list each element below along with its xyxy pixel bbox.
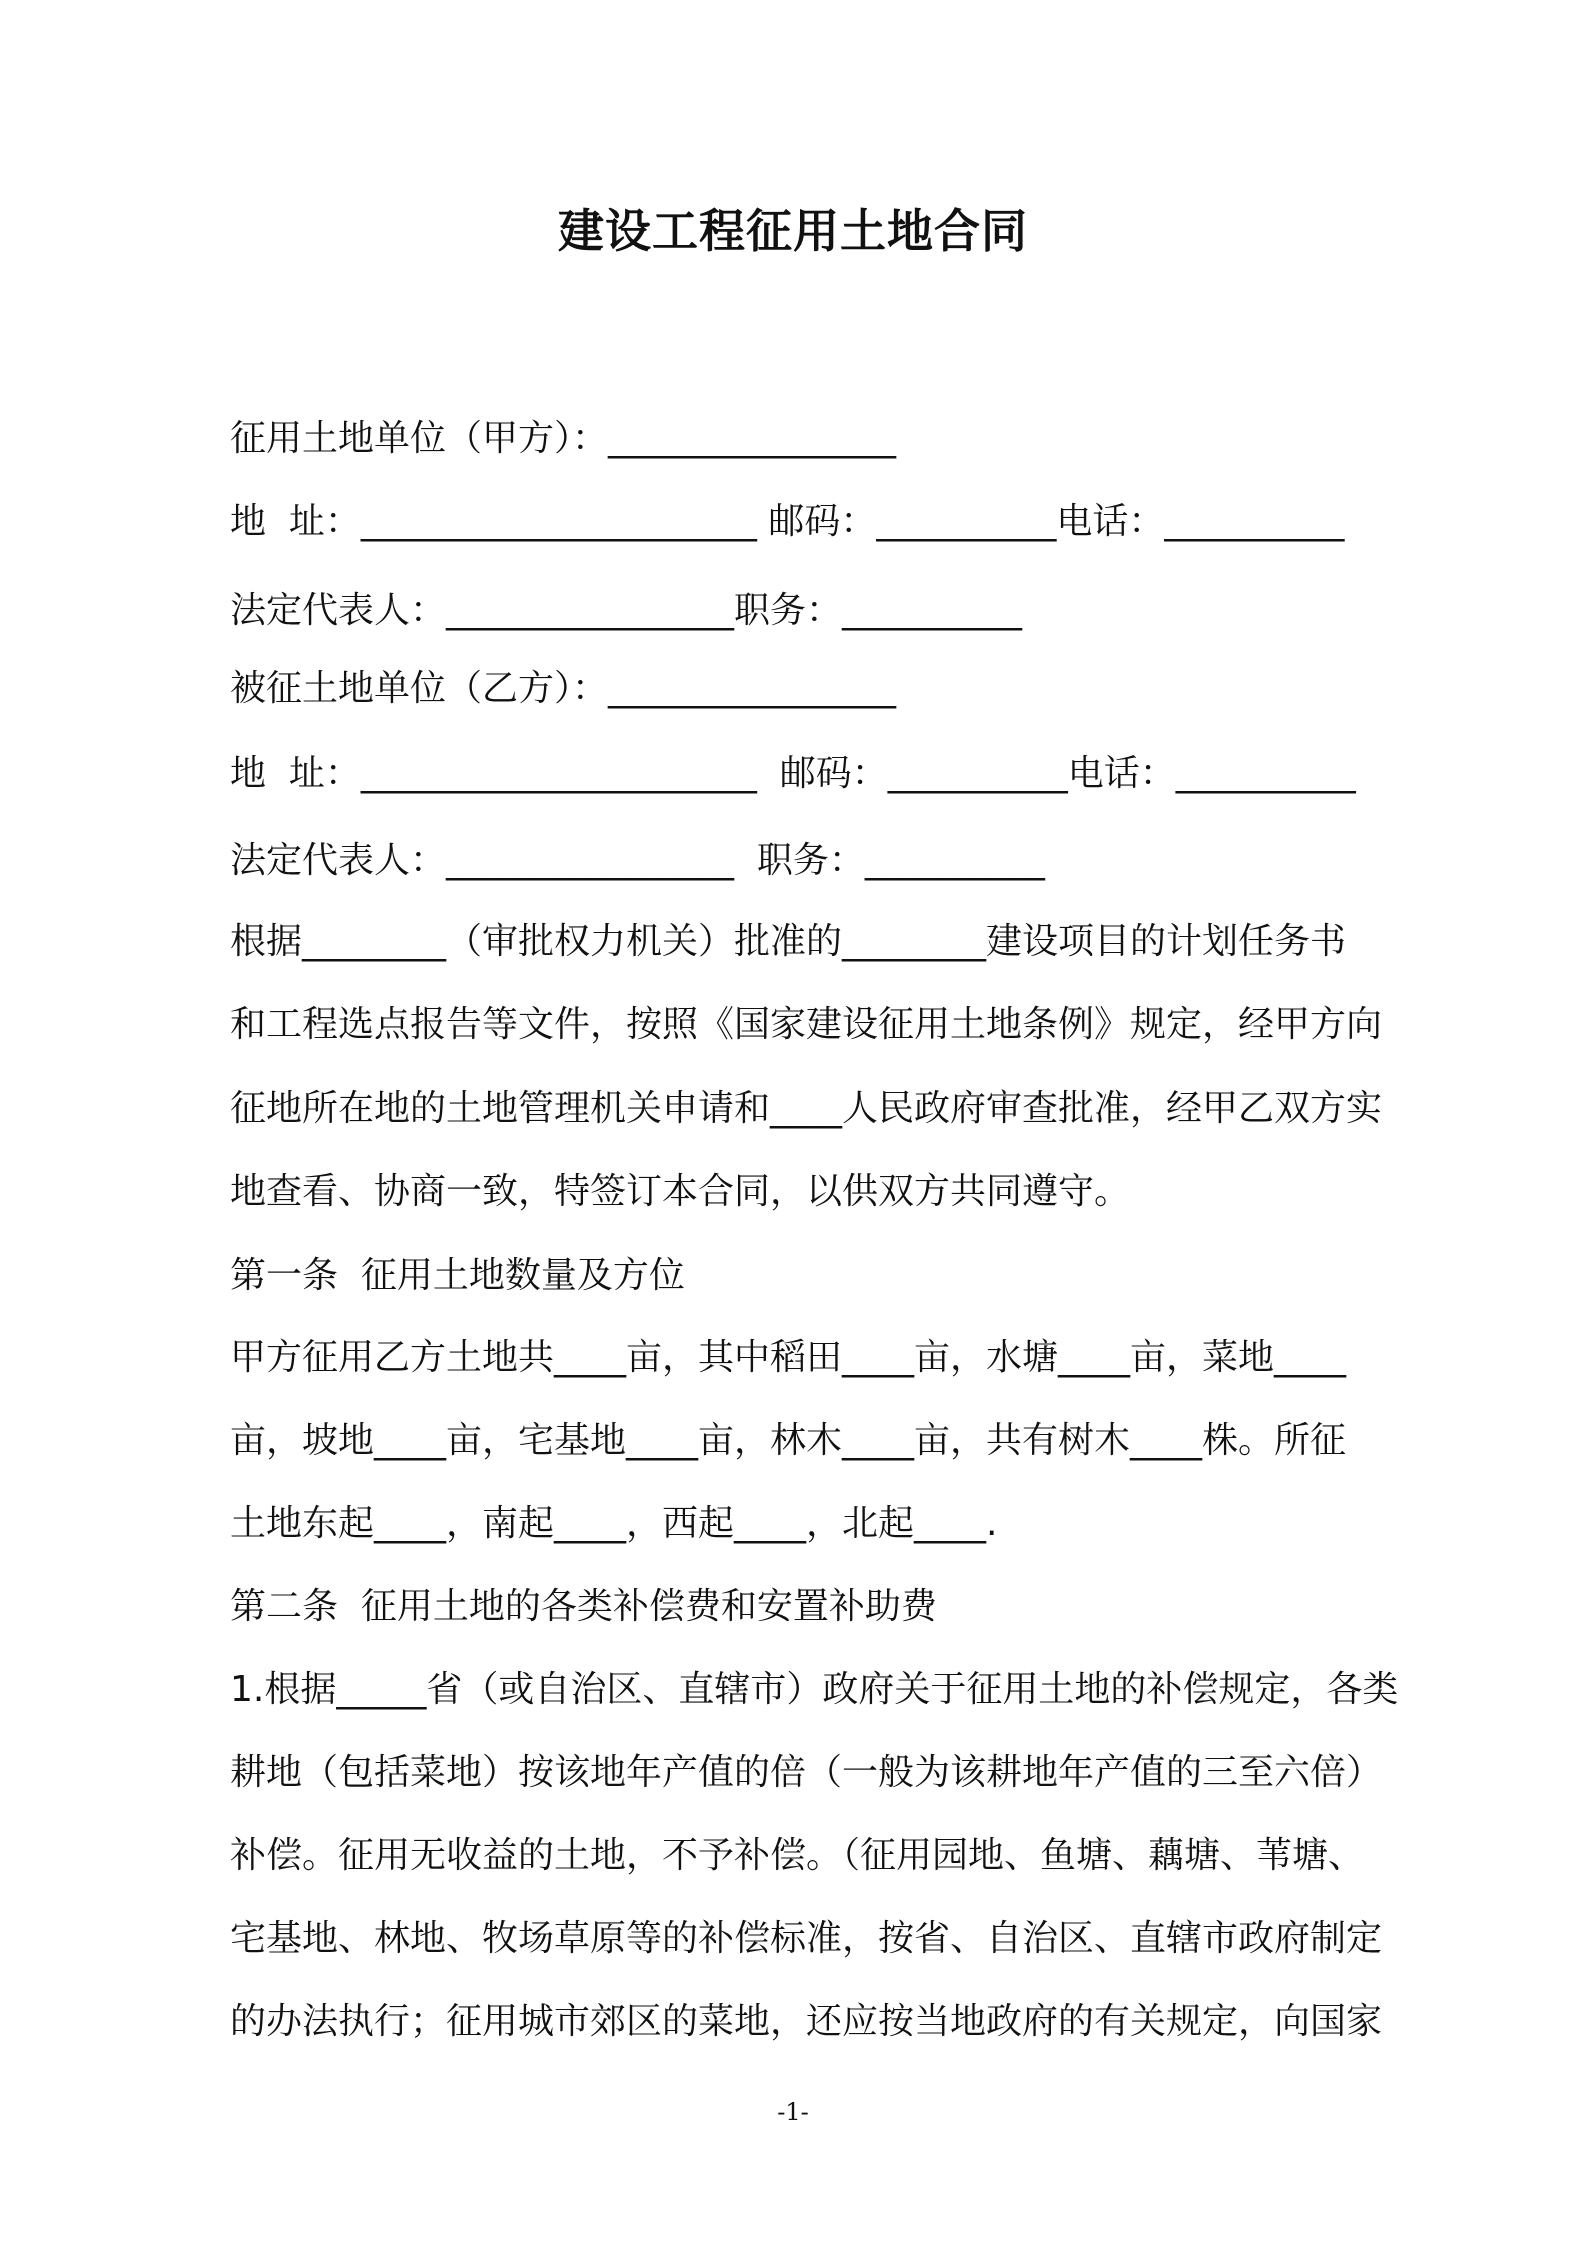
article-2-line-1: 1.根据_____省（或自治区、直辖市）政府关于征用土地的补偿规定，各类 <box>230 1669 1399 1710</box>
article-2-line-4: 宅基地、林地、牧场草原等的补偿标准，按省、自治区、直辖市政府制定 <box>230 1918 1383 1959</box>
article-1-line-3: 土地东起____，南起____，西起____，北起____. <box>230 1503 998 1544</box>
party-a-name-line: 征用土地单位（甲方）：________________ <box>230 418 897 459</box>
article-1-heading: 第一条 征用土地数量及方位 <box>230 1255 685 1296</box>
article-2-line-2: 耕地（包括菜地）按该地年产值的倍（一般为该耕地年产值的三至六倍） <box>230 1752 1383 1793</box>
party-b-representative-line: 法定代表人：________________ 职务：__________ <box>230 840 1045 881</box>
document-title: 建设工程征用土地合同 <box>558 204 1028 258</box>
page-number: -1- <box>777 2098 809 2126</box>
article-1-line-2: 亩，坡地____亩，宅基地____亩，林木____亩，共有树木____株。所征 <box>230 1420 1347 1461</box>
party-b-name-line: 被征土地单位（乙方）：________________ <box>230 668 897 709</box>
party-a-address-line: 地 址：______________________ 邮码：__________电话：__________ <box>230 501 1345 542</box>
preamble-line-1: 根据________（审批权力机关）批准的________建设项目的计划任务书 <box>230 921 1347 962</box>
article-1-line-1: 甲方征用乙方土地共____亩，其中稻田____亩，水塘____亩，菜地____ <box>230 1337 1347 1378</box>
party-b-address-line: 地 址：______________________ 邮码：__________电话：__________ <box>230 753 1356 794</box>
article-2-line-3: 补偿。征用无收益的土地，不予补偿。（征用园地、鱼塘、藕塘、苇塘、 <box>230 1835 1365 1876</box>
preamble-line-3: 征地所在地的土地管理机关申请和____人民政府审查批准，经甲乙双方实 <box>230 1088 1383 1129</box>
article-2-line-5: 的办法执行；征用城市郊区的菜地，还应按当地政府的有关规定，向国家 <box>230 2001 1383 2042</box>
preamble-line-2: 和工程选点报告等文件，按照《国家建设征用土地条例》规定，经甲方向 <box>230 1004 1383 1045</box>
preamble-line-4: 地查看、协商一致，特签订本合同，以供双方共同遵守。 <box>230 1171 1131 1212</box>
article-2-heading: 第二条 征用土地的各类补偿费和安置补助费 <box>230 1586 937 1627</box>
party-a-representative-line: 法定代表人：________________职务：__________ <box>230 590 1023 631</box>
